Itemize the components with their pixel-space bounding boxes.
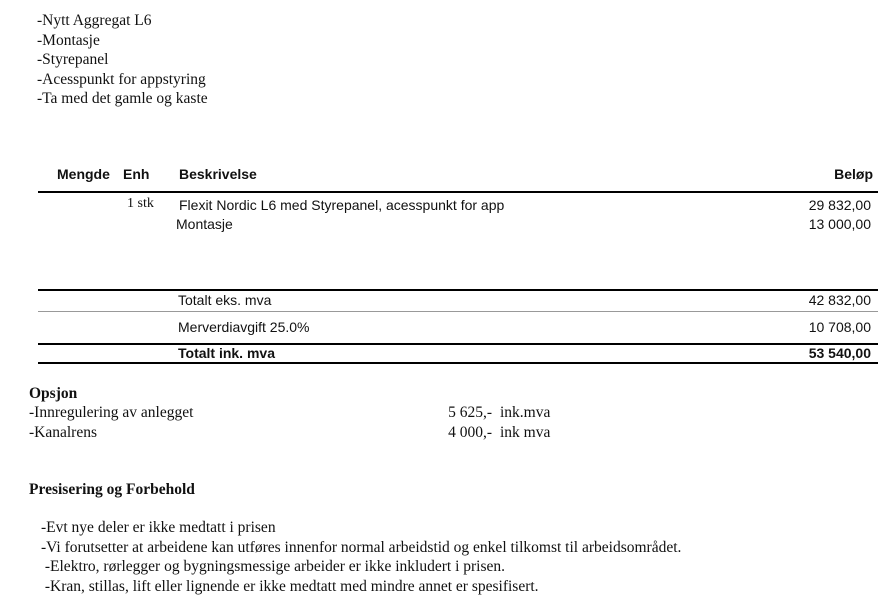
reservations-title: Presisering og Forbehold [29,481,195,498]
reservation-line: -Evt nye deler er ikke medtatt i prisen [41,519,276,536]
header-rule [38,191,878,193]
option-note: ink mva [500,424,551,441]
total-incl-value: 53 540,00 [808,345,871,361]
option-label: -Innregulering av anlegget [29,404,194,421]
vat-value: 10 708,00 [808,319,871,335]
intro-line: -Styrepanel [37,51,109,69]
reservation-line: -Vi forutsetter at arbeidene kan utføres innenfor normal arbeidstid og enkel tilkomst til arbeidsområdet. [41,538,682,556]
option-price: 5 625,- [448,404,492,421]
header-amount: Beløp [834,166,873,182]
header-description: Beskrivelse [179,166,257,182]
header-unit: Enh [123,166,150,182]
row-amount: 29 832,00 [808,197,871,213]
options-title: Opsjon [29,385,78,402]
option-note: ink.mva [500,404,551,421]
total-excl-value: 42 832,00 [808,292,871,308]
option-price: 4 000,- [448,424,492,441]
row-description: Montasje [176,216,233,232]
intro-line: -Ta med det gamle og kaste [37,90,208,108]
reservation-line: -Kran, stillas, lift eller lignende er ikke medtatt med mindre annet er spesifisert. [41,577,539,595]
total-excl-label: Totalt eks. mva [178,292,272,308]
option-label: -Kanalrens [29,424,97,441]
vat-label: Merverdiavgift 25.0% [178,319,310,335]
total-incl-label: Totalt ink. mva [178,345,275,361]
intro-line: -Acesspunkt for appstyring [37,70,206,88]
reservation-line: -Elektro, rørlegger og bygningsmessige arbeider er ikke inkludert i prisen. [41,558,506,575]
intro-list [37,11,208,109]
row-description: Flexit Nordic L6 med Styrepanel, acesspunkt for app [179,197,505,213]
intro-line: -Nytt Aggregat L6 [37,12,152,29]
header-quantity: Mengde [57,166,110,182]
totals-divider [38,311,878,312]
row-quantity-unit: 1 stk [127,196,154,211]
totals-rule [38,289,878,291]
reservations-list [41,518,681,596]
grand-total-bottom-rule [38,362,878,364]
row-amount: 13 000,00 [808,216,871,232]
intro-line: -Montasje [37,31,100,49]
